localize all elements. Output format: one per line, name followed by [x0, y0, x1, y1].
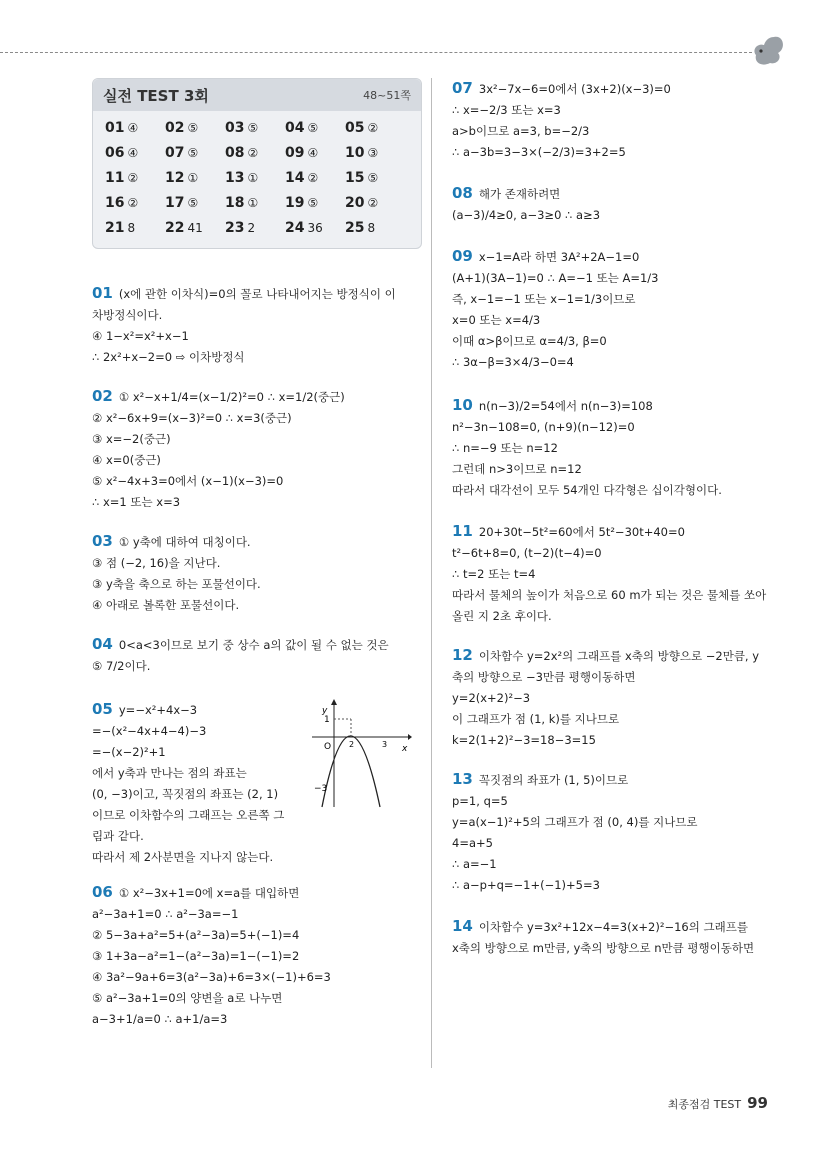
solution-text: y=−x²+4x−3 [118, 703, 198, 717]
answer-item [165, 195, 225, 211]
answer-item [225, 220, 285, 236]
answer-number: 18 [225, 194, 245, 211]
solution-text: (0, −3)이고, 꼭짓점의 좌표는 (2, 1) [92, 787, 279, 801]
solution-09 [452, 246, 792, 373]
answer-item [105, 120, 165, 136]
graph-origin: O [324, 742, 332, 752]
answer-number: 13 [225, 169, 245, 186]
solution-text: ③ y축을 축으로 하는 포물선이다. [92, 577, 261, 591]
solution-line [452, 688, 792, 709]
solution-text: ③ x=−2(중근) [92, 432, 171, 446]
graph-tick-m3: −3 [314, 784, 328, 794]
solution-line [452, 417, 792, 438]
answer-value: 36 [307, 220, 323, 235]
solution-text: 이므로 이차함수의 그래프는 오른쪽 그 [92, 808, 285, 822]
solution-text: 따라서 제 2사분면을 지나지 않는다. [92, 850, 274, 864]
solution-06 [92, 882, 422, 1030]
answer-value: ② [127, 170, 139, 185]
answer-item [345, 170, 405, 186]
solution-text: ∴ 3α−β=3×4/3−0=4 [452, 355, 574, 369]
answer-value: 8 [367, 220, 376, 235]
answer-number: 22 [165, 219, 185, 236]
solution-line [92, 595, 422, 616]
answer-value: ② [307, 170, 319, 185]
solution-text: 이차함수 y=2x²의 그래프를 x축의 방향으로 −2만큼, y [478, 649, 760, 663]
problem-number: 10 [452, 396, 473, 414]
solution-text: ∴ a−3b=3−3×(−2/3)=3+2=5 [452, 145, 626, 159]
solution-text: (A+1)(3A−1)=0 ∴ A=−1 또는 A=1/3 [452, 271, 659, 285]
answer-value: 41 [187, 220, 203, 235]
solution-text: ② 5−3a+a²=5+(a²−3a)=5+(−1)=4 [92, 928, 300, 942]
solution-line [452, 854, 792, 875]
solution-text: 꼭짓점의 좌표가 (1, 5)이므로 [478, 773, 629, 787]
solution-line [452, 585, 792, 606]
solution-line [452, 78, 792, 100]
solution-line [452, 606, 792, 627]
solution-text: (x에 관한 이차식)=0의 꼴로 나타내어지는 방정식이 이 [118, 287, 396, 301]
problem-number: 14 [452, 917, 473, 935]
answer-number: 12 [165, 169, 185, 186]
solution-text: =−(x²−4x+4−4)−3 [92, 724, 207, 738]
solution-text: ① x²−3x+1=0에 x=a를 대입하면 [118, 886, 300, 900]
answer-value: ⑤ [307, 195, 319, 210]
answer-number: 14 [285, 169, 305, 186]
answer-value: ⑤ [367, 170, 379, 185]
solution-line [452, 289, 792, 310]
header-dashed-line [0, 52, 752, 53]
answer-number: 16 [105, 194, 125, 211]
answer-row [93, 215, 421, 240]
problem-number: 11 [452, 522, 473, 540]
answer-value: ⑤ [187, 120, 199, 135]
solution-07 [452, 78, 792, 163]
footer-label: 최종점검 TEST [667, 1098, 742, 1111]
answer-box-title: 실전 TEST 3회 [103, 86, 209, 105]
solution-text: ∴ x=1 또는 x=3 [92, 495, 181, 509]
solution-line [452, 875, 792, 896]
answer-number: 02 [165, 119, 185, 136]
problem-number: 07 [452, 79, 473, 97]
solution-line [452, 709, 792, 730]
answer-item [345, 145, 405, 161]
answer-item [345, 220, 405, 236]
solution-line [92, 656, 422, 677]
solution-text: 따라서 물체의 높이가 처음으로 60 m가 되는 것은 물체를 쏘아 [452, 588, 767, 602]
solution-line [92, 946, 422, 967]
solution-line [452, 310, 792, 331]
answer-item [165, 120, 225, 136]
page-number: 99 [747, 1094, 768, 1112]
solution-text: 4=a+5 [452, 836, 493, 850]
answer-item [225, 195, 285, 211]
solution-text: 0<a<3이므로 보기 중 상수 a의 값이 될 수 없는 것은 [118, 638, 389, 652]
answer-box [92, 78, 422, 249]
graph-y-label: y [322, 706, 328, 716]
answer-grid [93, 111, 421, 240]
solution-line [452, 938, 792, 959]
answer-number: 17 [165, 194, 185, 211]
solution-line [452, 183, 792, 205]
solution-line [92, 882, 422, 904]
solution-13 [452, 769, 792, 896]
graph-tick-2: 2 [349, 740, 355, 749]
solution-text: ① y축에 대하여 대칭이다. [118, 535, 251, 549]
solution-text: 그런데 n>3이므로 n=12 [452, 462, 582, 476]
answer-value: 8 [127, 220, 136, 235]
answer-value: ① [247, 170, 259, 185]
answer-value: ⑤ [307, 120, 319, 135]
solution-14 [452, 916, 792, 959]
solution-text: 따라서 대각선이 모두 54개인 다각형은 십이각형이다. [452, 483, 722, 497]
solution-text: ④ 아래로 볼록한 포물선이다. [92, 598, 240, 612]
solution-line [452, 205, 792, 226]
answer-number: 08 [225, 144, 245, 161]
problem-number: 09 [452, 247, 473, 265]
solution-text: ∴ 2x²+x−2=0 ⇨ 이차방정식 [92, 350, 245, 364]
solution-text: 차방정식이다. [92, 308, 163, 322]
solution-text: a²−3a+1=0 ∴ a²−3a=−1 [92, 907, 239, 921]
problem-number: 01 [92, 284, 113, 302]
answer-number: 20 [345, 194, 365, 211]
answer-item [285, 220, 345, 236]
solution-text: x축의 방향으로 m만큼, y축의 방향으로 n만큼 평행이동하면 [452, 941, 755, 955]
answer-box-pages: 48~51쪽 [363, 89, 411, 102]
answer-number: 19 [285, 194, 305, 211]
solution-line [452, 791, 792, 812]
solution-text: ∴ a=−1 [452, 857, 497, 871]
answer-number: 21 [105, 219, 125, 236]
solution-12 [452, 645, 792, 751]
solution-text: n(n−3)/2=54에서 n(n−3)=108 [478, 399, 653, 413]
answer-item [345, 120, 405, 136]
solution-line [452, 100, 792, 121]
solution-text: ③ 점 (−2, 16)을 지난다. [92, 556, 221, 570]
solution-text: 축의 방향으로 −3만큼 평행이동하면 [452, 670, 636, 684]
solution-text: ④ 3a²−9a+6=3(a²−3a)+6=3×(−1)+6=3 [92, 970, 331, 984]
answer-number: 23 [225, 219, 245, 236]
answer-item [225, 145, 285, 161]
left-solutions [92, 283, 422, 1030]
solution-line [452, 438, 792, 459]
solution-line [92, 904, 422, 925]
answer-number: 09 [285, 144, 305, 161]
solution-line [452, 142, 792, 163]
answer-value: ③ [367, 145, 379, 160]
graph-tick-3: 3 [382, 740, 388, 749]
solution-line [92, 326, 422, 347]
answer-number: 04 [285, 119, 305, 136]
column-divider [431, 78, 432, 1068]
answer-value: ⑤ [187, 195, 199, 210]
answer-box-header [93, 79, 421, 111]
answer-row [93, 190, 421, 215]
solution-text: (a−3)/4≥0, a−3≥0 ∴ a≥3 [452, 208, 601, 222]
answer-value: ② [127, 195, 139, 210]
answer-number: 25 [345, 219, 365, 236]
solution-line [92, 283, 422, 305]
solution-text: ∴ n=−9 또는 n=12 [452, 441, 558, 455]
solution-08 [452, 183, 792, 226]
answer-number: 05 [345, 119, 365, 136]
answer-value: ② [367, 195, 379, 210]
answer-row [93, 115, 421, 140]
solution-text: 에서 y축과 만나는 점의 좌표는 [92, 766, 247, 780]
solution-line [92, 553, 422, 574]
solution-line [92, 847, 422, 868]
solution-line [92, 429, 422, 450]
solution-line [452, 121, 792, 142]
solution-text: ⑤ a²−3a+1=0의 양변을 a로 나누면 [92, 991, 283, 1005]
solution-text: =−(x−2)²+1 [92, 745, 166, 759]
parabola-graph [312, 699, 412, 809]
solution-line [92, 531, 422, 553]
solution-line [92, 967, 422, 988]
solution-text: p=1, q=5 [452, 794, 508, 808]
answer-item [285, 195, 345, 211]
problem-number: 13 [452, 770, 473, 788]
solution-line [92, 408, 422, 429]
answer-item [225, 170, 285, 186]
solution-text: k=2(1+2)²−3=18−3=15 [452, 733, 596, 747]
solution-line [452, 246, 792, 268]
solution-line [452, 480, 792, 501]
answer-item [105, 170, 165, 186]
solution-line [92, 386, 422, 408]
answer-number: 15 [345, 169, 365, 186]
solution-text: ∴ x=−2/3 또는 x=3 [452, 103, 561, 117]
solution-text: 20+30t−5t²=60에서 5t²−30t+40=0 [478, 525, 685, 539]
page-footer [668, 1094, 768, 1112]
answer-number: 01 [105, 119, 125, 136]
solution-text: ⑤ 7/2이다. [92, 659, 151, 673]
solution-line [92, 450, 422, 471]
problem-number: 06 [92, 883, 113, 901]
answer-number: 11 [105, 169, 125, 186]
solution-text: ③ 1+3a−a²=1−(a²−3a)=1−(−1)=2 [92, 949, 300, 963]
answer-item [165, 170, 225, 186]
solution-text: 이차함수 y=3x²+12x−4=3(x+2)²−16의 그래프를 [478, 920, 748, 934]
solution-line [452, 331, 792, 352]
solution-line [452, 730, 792, 751]
answer-item [105, 145, 165, 161]
solution-text: ① x²−x+1/4=(x−1/2)²=0 ∴ x=1/2(중근) [118, 390, 345, 404]
answer-item [105, 195, 165, 211]
problem-number: 03 [92, 532, 113, 550]
problem-number: 05 [92, 700, 113, 718]
answer-item [165, 145, 225, 161]
answer-number: 07 [165, 144, 185, 161]
solution-text: ⑤ x²−4x+3=0에서 (x−1)(x−3)=0 [92, 474, 284, 488]
solution-text: y=2(x+2)²−3 [452, 691, 531, 705]
problem-number: 08 [452, 184, 473, 202]
answer-item [345, 195, 405, 211]
solution-text: 이 그래프가 점 (1, k)를 지나므로 [452, 712, 620, 726]
solution-line [452, 812, 792, 833]
answer-value: ④ [307, 145, 319, 160]
solution-text: y=a(x−1)²+5의 그래프가 점 (0, 4)를 지나므로 [452, 815, 698, 829]
right-solutions [452, 78, 792, 959]
answer-item [285, 120, 345, 136]
solution-line [452, 543, 792, 564]
solution-01 [92, 283, 422, 368]
solution-text: ∴ t=2 또는 t=4 [452, 567, 536, 581]
solution-text: ④ 1−x²=x²+x−1 [92, 329, 189, 343]
squirrel-icon [748, 33, 786, 69]
answer-number: 06 [105, 144, 125, 161]
solution-05 [92, 699, 422, 868]
answer-value: 2 [247, 220, 256, 235]
solution-text: 3x²−7x−6=0에서 (3x+2)(x−3)=0 [478, 82, 671, 96]
problem-number: 12 [452, 646, 473, 664]
solution-03 [92, 531, 422, 616]
graph-tick-1: 1 [324, 715, 330, 725]
solution-text: 즉, x−1=−1 또는 x−1=1/3이므로 [452, 292, 636, 306]
answer-item [285, 170, 345, 186]
solution-line [452, 268, 792, 289]
solution-04 [92, 634, 422, 677]
answer-item [285, 145, 345, 161]
solution-line [92, 574, 422, 595]
solution-line [92, 1009, 422, 1030]
solution-line [452, 667, 792, 688]
solution-text: ∴ a−p+q=−1+(−1)+5=3 [452, 878, 600, 892]
answer-value: ② [247, 145, 259, 160]
solution-line [92, 988, 422, 1009]
solution-text: ④ x=0(중근) [92, 453, 161, 467]
answer-item [225, 120, 285, 136]
answer-row [93, 165, 421, 190]
answer-value: ⑤ [247, 120, 259, 135]
answer-value: ① [247, 195, 259, 210]
solution-line [92, 826, 422, 847]
solution-text: 이때 α>β이므로 α=4/3, β=0 [452, 334, 607, 348]
solution-text: t²−6t+8=0, (t−2)(t−4)=0 [452, 546, 602, 560]
problem-number: 02 [92, 387, 113, 405]
answer-item [105, 220, 165, 236]
problem-number: 04 [92, 635, 113, 653]
solution-line [452, 352, 792, 373]
solution-text: 해가 존재하려면 [478, 187, 561, 201]
solution-02 [92, 386, 422, 513]
answer-row [93, 140, 421, 165]
solution-line [92, 492, 422, 513]
answer-value: ⑤ [187, 145, 199, 160]
solution-text: 림과 같다. [92, 829, 144, 843]
right-column [452, 78, 792, 977]
solution-line [452, 645, 792, 667]
answer-number: 24 [285, 219, 305, 236]
solution-line [92, 471, 422, 492]
answer-value: ④ [127, 120, 139, 135]
answer-number: 10 [345, 144, 365, 161]
answer-value: ② [367, 120, 379, 135]
solution-text: n²−3n−108=0, (n+9)(n−12)=0 [452, 420, 635, 434]
graph-x-label: x [402, 744, 408, 754]
solution-line [452, 564, 792, 585]
solution-line [452, 521, 792, 543]
solution-text: a−3+1/a=0 ∴ a+1/a=3 [92, 1012, 228, 1026]
solution-11 [452, 521, 792, 627]
solution-text: x=0 또는 x=4/3 [452, 313, 541, 327]
solution-line [452, 769, 792, 791]
solution-line [92, 347, 422, 368]
solution-line [452, 459, 792, 480]
solution-line [92, 925, 422, 946]
answer-number: 03 [225, 119, 245, 136]
solution-line [452, 833, 792, 854]
solution-text: ② x²−6x+9=(x−3)²=0 ∴ x=3(중근) [92, 411, 292, 425]
solution-line [92, 634, 422, 656]
solution-text: 올린 지 2초 후이다. [452, 609, 552, 623]
answer-item [165, 220, 225, 236]
left-column [92, 78, 422, 1048]
solution-line [452, 395, 792, 417]
solution-10 [452, 395, 792, 501]
answer-value: ④ [127, 145, 139, 160]
solution-text: a>b이므로 a=3, b=−2/3 [452, 124, 590, 138]
solution-line [92, 305, 422, 326]
solution-text: x−1=A라 하면 3A²+2A−1=0 [478, 250, 640, 264]
answer-value: ① [187, 170, 199, 185]
solution-line [452, 916, 792, 938]
